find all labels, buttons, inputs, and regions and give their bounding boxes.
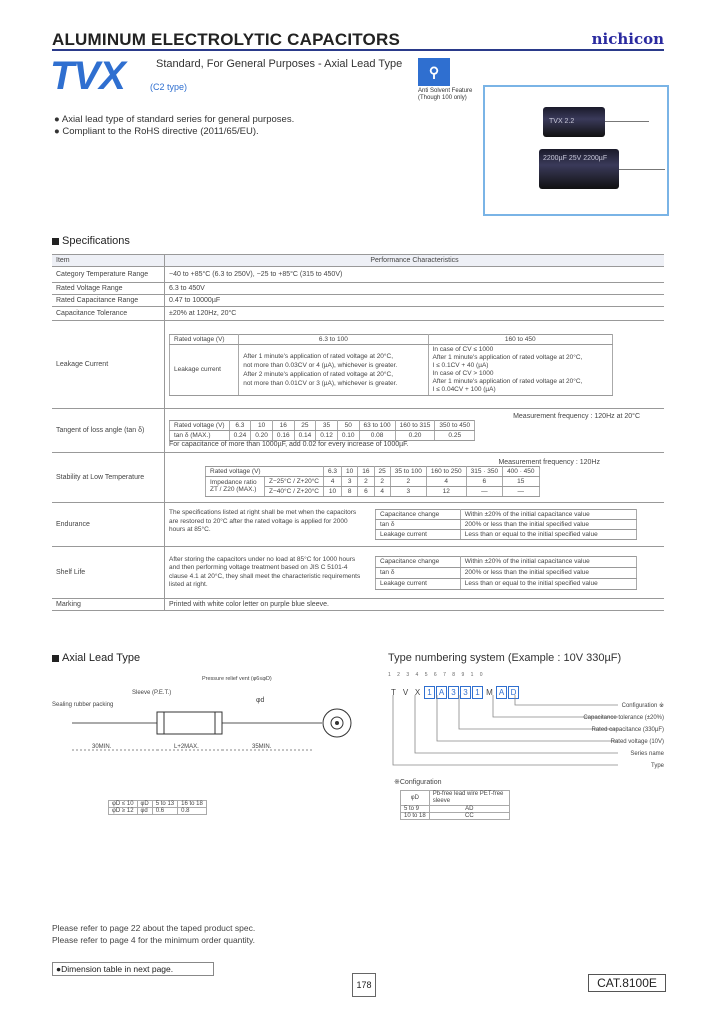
position-numbers: 12345678910 — [388, 672, 489, 678]
page-number: 178 — [352, 973, 376, 997]
shelf-table: Capacitance change Within ±20% of the initial capacitance value tan δ 200% or less than the initial specified value Leakage current Less than or equal to the initial specified value — [375, 556, 637, 590]
endurance-table: Capacitance change Within ±20% of the initial capacitance value tan δ 200% or less than the initial specified value Leakage current Less than or equal to the initial specified value — [375, 509, 637, 540]
cap-label: 2200µF 25V 2200µF — [543, 155, 608, 162]
capacitor-image — [543, 107, 605, 137]
series-type: (C2 type) — [150, 82, 188, 92]
measurement-frequency: Measurement frequency : 120Hz at 20°C — [513, 413, 640, 420]
type-label: Series name — [630, 751, 664, 757]
spec-item: Shelf Life — [52, 547, 165, 599]
spec-item: Capacitance Tolerance — [52, 307, 165, 321]
leakage-table: Rated voltage (V) 6.3 to 100 160 to 450 Leakage current After 1 minute's application of rated voltage at 20°C, not more than 0.03CV or 4 (µA), whichever is greater. After 2 minute's application of rated voltage at 20°C, not more than 0.01CV or 3 (µA), whichever is greater. In case of CV ≤ 1000 After 1 minute's application of rated voltage at 20°C, I ≤ 0.1CV + 40 (µA) In case of CV > 1000 After 1 minute's application of rated voltage at 20°C, I ≤ 0.04CV + 100 (µA) — [169, 334, 613, 396]
dimension-table: φD ≤ 10 φD 5 to 13 16 to 18 φD ≥ 12 φd 0.6 0.8 — [108, 800, 207, 815]
type-numbering-heading: Type numbering system (Example : 10V 330µF) — [388, 652, 622, 664]
shelf-condition: After storing the capacitors under no load at 85°C for 1000 hours and then performing voltage treatment based on JIS C 5101-4 clause 4.1 at 20°C, they shall meet the characteristic requirements listed at right. — [169, 555, 361, 588]
header-rule — [52, 49, 664, 51]
spec-value: Printed with white color letter on purple blue sleeve. — [165, 599, 665, 611]
type-label: Rated voltage (10V) — [610, 739, 664, 745]
rohs-icon: ⚲ — [418, 58, 450, 86]
measurement-frequency: Measurement frequency : 120Hz — [498, 458, 600, 466]
spec-item: Tangent of loss angle (tan δ) — [52, 409, 165, 453]
spec-value: 6.3 to 450V — [165, 283, 665, 295]
stability-table: Rated voltage (V) 6.3 10 16 25 35 to 100 160 to 250 315 · 350 400 · 450 Impedance ratio ZT / Z20 (MAX.) Z−25°C / Z+20°C 4 3 2 2 2 4 6 15 Z−40°C / Z+20°C 10 8 6 4 3 12 — — — [205, 466, 540, 497]
spec-item: Endurance — [52, 503, 165, 547]
spec-item: Stability at Low Temperature — [52, 453, 165, 503]
type-labels — [530, 700, 664, 772]
section-heading: Specifications — [52, 235, 130, 247]
spec-item: Rated Capacitance Range — [52, 295, 165, 307]
section-heading: Axial Lead Type — [52, 652, 140, 664]
dim-len-b: L+2MAX. — [174, 744, 199, 750]
footnotes — [52, 922, 255, 946]
type-label: Configuration ※ — [621, 703, 664, 709]
col-item: Item — [52, 255, 165, 267]
spec-table — [52, 254, 664, 611]
axial-drawing — [52, 668, 362, 768]
type-code: T V X 1 A 3 3 1 M A D — [388, 682, 520, 700]
type-label: Capacitance tolerance (±20%) — [583, 715, 664, 721]
spec-item: Marking — [52, 599, 165, 611]
brand-logo: nichicon — [591, 30, 664, 48]
type-label: Rated capacitance (330µF) — [591, 727, 664, 733]
page-title: ALUMINUM ELECTROLYTIC CAPACITORS — [52, 30, 400, 49]
spec-value: −40 to +85°C (6.3 to 250V), −25 to +85°C (315 to 450V) — [165, 267, 665, 283]
footnote: Please refer to page 4 for the minimum order quantity. — [52, 935, 255, 945]
rohs-text: Anti Solvent Feature (Though 100 only) — [418, 88, 473, 101]
col-perf: Performance Characteristics — [165, 255, 665, 267]
config-table: φD Pb-free lead wire PET-free sleeve 5 to 9 AD 10 to 18 CC — [400, 790, 510, 820]
label-phid: φd — [256, 697, 265, 704]
series-description: Standard, For General Purposes - Axial Lead Type — [156, 58, 403, 70]
list-item: ● Compliant to the RoHS directive (2011/65/EU). — [54, 126, 259, 137]
type-label: Type — [650, 763, 664, 769]
list-item: ● Axial lead type of standard series for general purposes. — [54, 114, 295, 125]
capacitor-image — [539, 149, 619, 189]
spec-item: Category Temperature Range — [52, 267, 165, 283]
label-seal: Sealing rubber packing — [52, 702, 114, 708]
spec-value: ±20% at 120Hz, 20°C — [165, 307, 665, 321]
label-pressure-vent: Pressure relief vent (φ6≤φD) — [202, 676, 272, 682]
spec-value: 0.47 to 10000µF — [165, 295, 665, 307]
spec-item: Leakage Current — [52, 321, 165, 409]
dimension-note: ●Dimension table in next page. — [52, 962, 214, 976]
product-photo — [483, 85, 669, 216]
endurance-condition: The specifications listed at right shall be met when the capacitors are restored to 20°C after the rated voltage is applied for 2000 hours at 85°C. — [169, 509, 357, 533]
series-name: TVX — [50, 54, 125, 98]
spec-item: Rated Voltage Range — [52, 283, 165, 295]
catalog-number: CAT.8100E — [588, 974, 666, 992]
dim-len-c: 35MIN. — [252, 744, 272, 750]
tangent-note: For capacitance of more than 1000µF, add 0.02 for every increase of 1000µF. — [169, 441, 409, 448]
cap-label: TVX 2.2 — [549, 118, 575, 125]
tangent-table: Rated voltage (V) 6.3 10 16 25 35 50 63 to 100 160 to 315 350 to 450 tan δ (MAX.) 0.24 0.20 0.16 0.14 0.12 0.10 0.08 0.20 0.25 — [169, 420, 475, 441]
config-heading: ※Configuration — [394, 779, 442, 786]
footnote: Please refer to page 22 about the taped product spec. — [52, 923, 256, 933]
feature-list — [54, 114, 294, 138]
dim-len-a: 30MIN. — [92, 744, 112, 750]
label-sleeve: Sleeve (P.E.T.) — [132, 690, 172, 696]
